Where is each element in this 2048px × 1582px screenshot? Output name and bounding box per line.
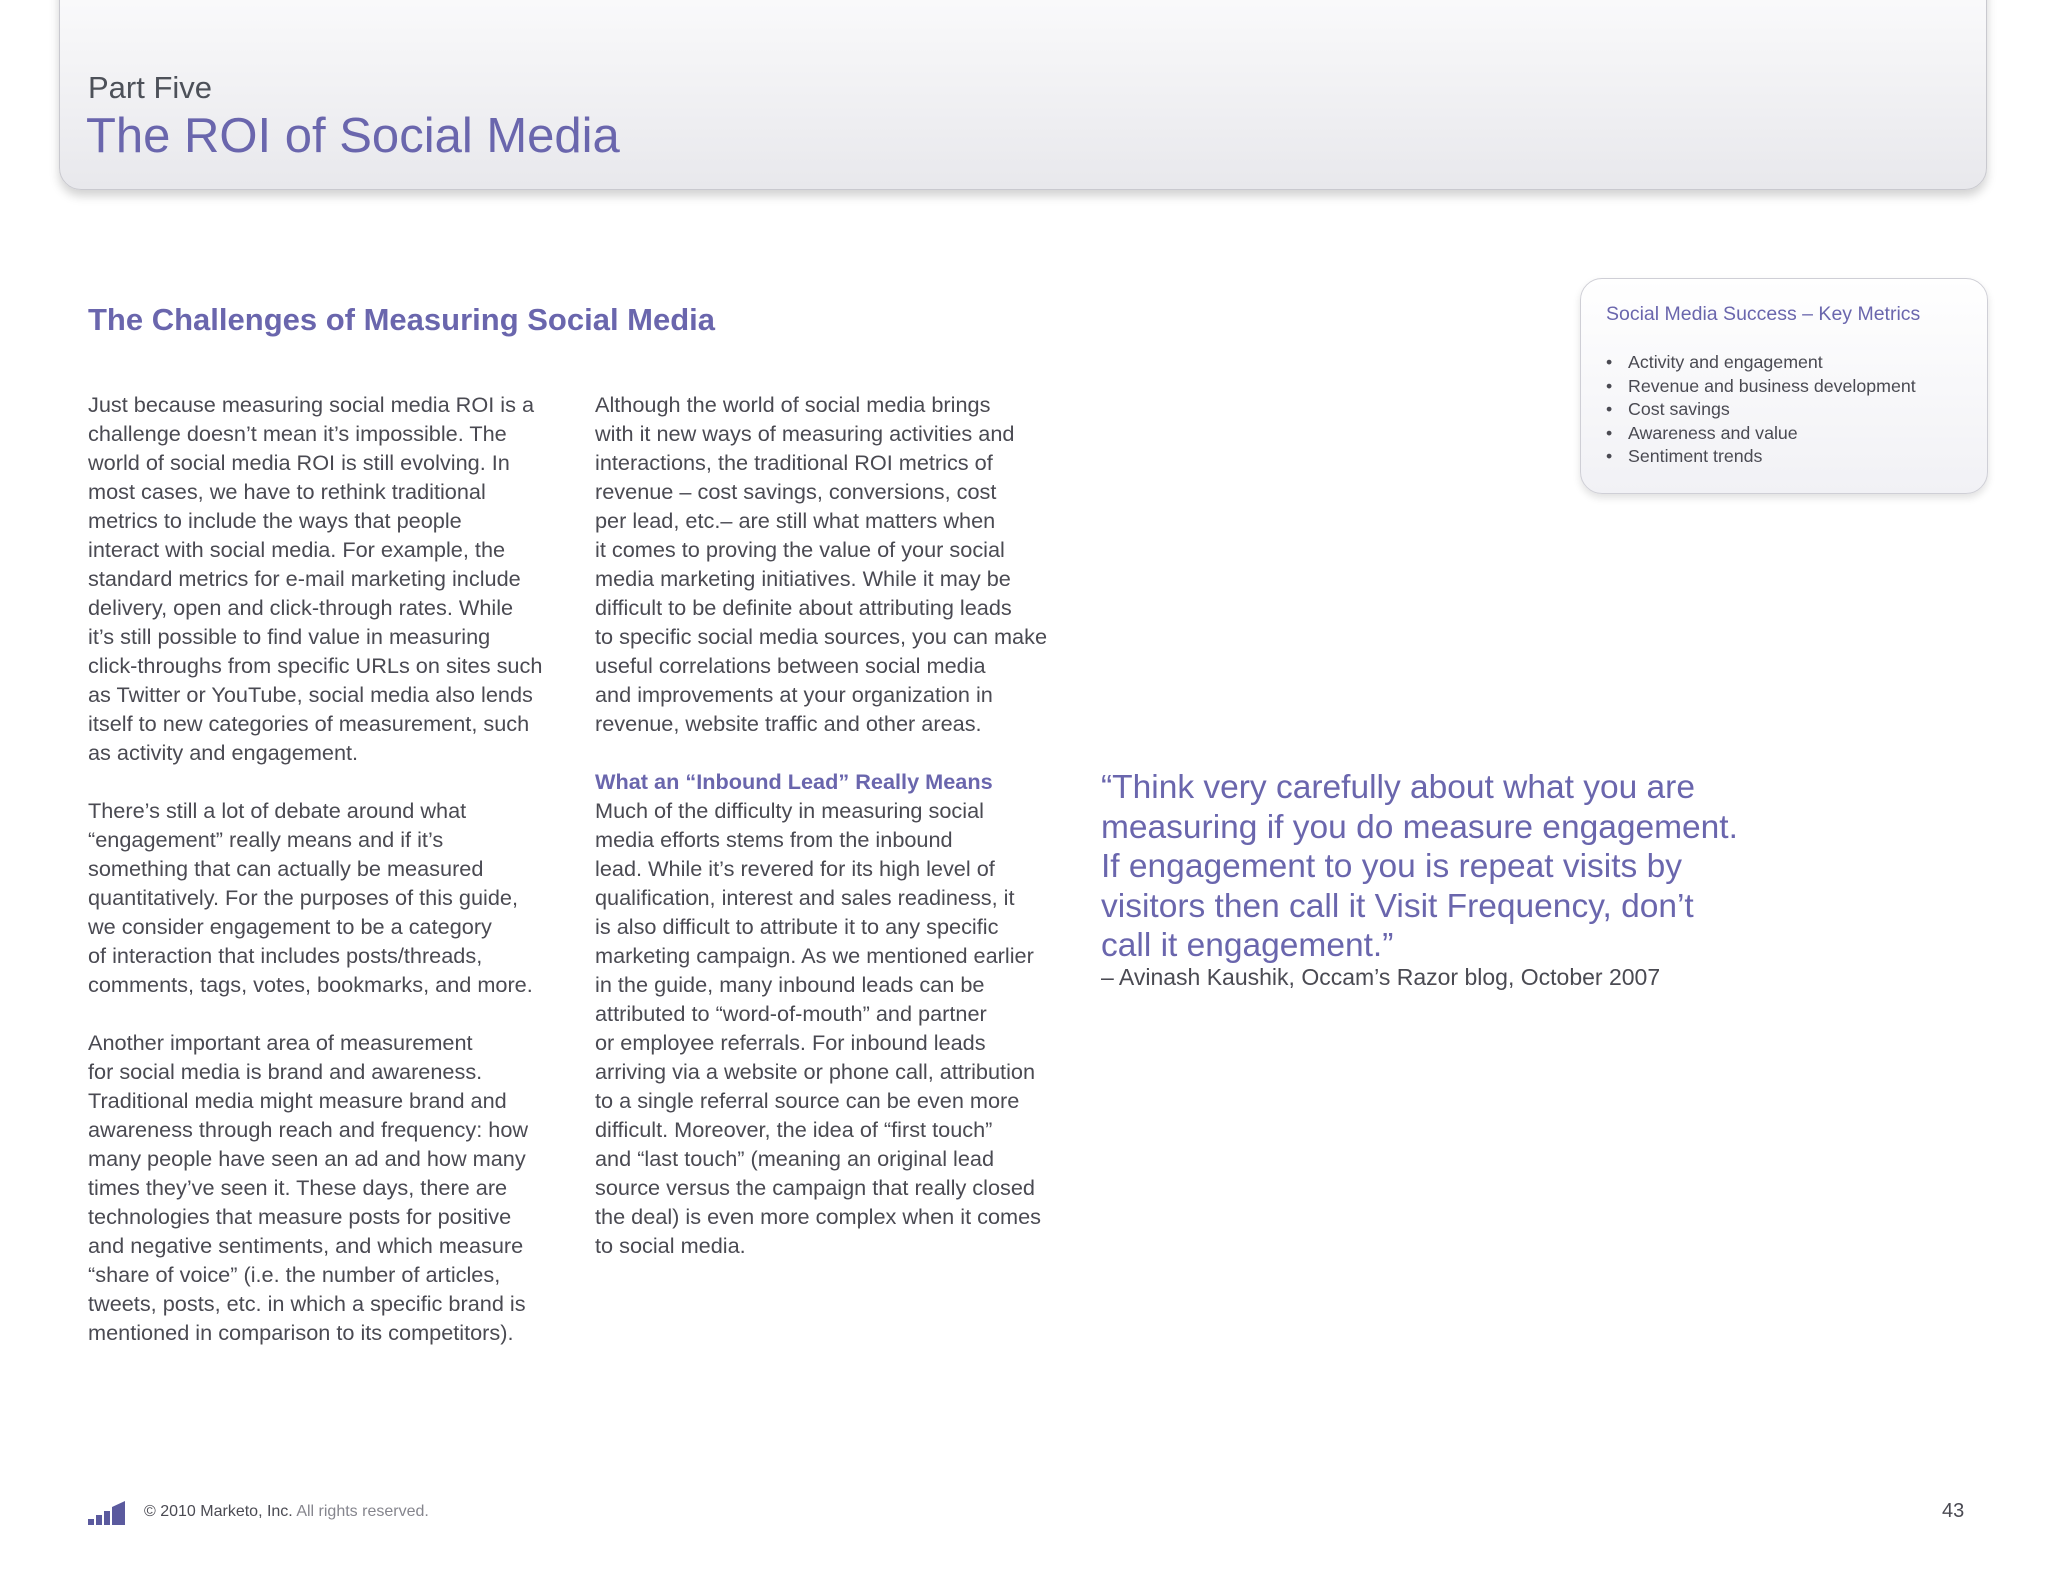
text-line: There’s still a lot of debate around what bbox=[88, 798, 467, 823]
quote-line: measuring if you do measure engagement. bbox=[1101, 808, 1738, 846]
text-line: mentioned in comparison to its competitors). bbox=[88, 1320, 514, 1345]
text-line: interactions, the traditional ROI metrics of bbox=[595, 450, 993, 475]
text-line: media efforts stems from the inbound bbox=[595, 827, 953, 852]
key-metric-item: • Cost savings bbox=[1606, 398, 1916, 422]
inbound-lead-subheading: What an “Inbound Lead” Really Means bbox=[595, 769, 993, 794]
text-line: Traditional media might measure brand and bbox=[88, 1088, 507, 1113]
quote-line: call it engagement.” bbox=[1101, 927, 1394, 964]
page-number: 43 bbox=[1942, 1500, 1965, 1522]
copyright-text: © 2010 Marketo, Inc. bbox=[144, 1503, 293, 1520]
key-metrics-list bbox=[1606, 351, 1916, 469]
text-line: Another important area of measurement bbox=[88, 1030, 473, 1055]
key-metric-item: • Activity and engagement bbox=[1606, 351, 1916, 375]
quote-line: “Think very carefully about what you are bbox=[1101, 769, 1695, 806]
text-line: lead. While it’s revered for its high level of bbox=[595, 856, 995, 881]
text-line: difficult to be definite about attributing leads bbox=[595, 595, 1012, 620]
key-metric-item: • Awareness and value bbox=[1606, 422, 1916, 446]
text-line: arriving via a website or phone call, attribution bbox=[595, 1059, 1036, 1084]
text-line: qualification, interest and sales readiness, it bbox=[595, 885, 1015, 910]
text-line: to a single referral source can be even more bbox=[595, 1088, 1020, 1113]
section-title: The Challenges of Measuring Social Media bbox=[88, 302, 716, 337]
text-line: is also difficult to attribute it to any specific bbox=[595, 914, 999, 939]
text-line: Just because measuring social media ROI is a bbox=[88, 392, 535, 417]
key-metrics-title: Social Media Success – Key Metrics bbox=[1606, 303, 1921, 325]
pull-quote bbox=[1101, 768, 1738, 966]
part-label: Part Five bbox=[88, 70, 213, 105]
text-line: many people have seen an ad and how many bbox=[88, 1146, 526, 1171]
text-line: as activity and engagement. bbox=[88, 740, 359, 765]
right-text-column bbox=[595, 390, 1047, 1260]
quote-line: If engagement to you is repeat visits by bbox=[1101, 848, 1682, 885]
text-line: “share of voice” (i.e. the number of articles, bbox=[88, 1262, 501, 1287]
text-line: quantitatively. For the purposes of this guide, bbox=[88, 885, 518, 910]
text-line: standard metrics for e-mail marketing include bbox=[88, 566, 521, 591]
text-line: interact with social media. For example, the bbox=[88, 537, 506, 562]
text-line: and “last touch” (meaning an original lead bbox=[595, 1146, 995, 1171]
part-title: The ROI of Social Media bbox=[86, 109, 620, 163]
quote-line: visitors then call it Visit Frequency, don’t bbox=[1101, 887, 1694, 925]
text-line: most cases, we have to rethink traditional bbox=[88, 479, 486, 504]
text-line: marketing campaign. As we mentioned earlier bbox=[595, 943, 1034, 968]
text-line: itself to new categories of measurement, such bbox=[88, 711, 530, 736]
quote-attribution: – Avinash Kaushik, Occam’s Razor blog, October 2007 bbox=[1101, 964, 1661, 990]
text-line: something that can actually be measured bbox=[88, 856, 484, 881]
key-metric-item: • Sentiment trends bbox=[1606, 445, 1916, 469]
text-line: useful correlations between social media bbox=[595, 653, 986, 678]
text-line: world of social media ROI is still evolving. In bbox=[88, 450, 510, 475]
text-line: and negative sentiments, and which measure bbox=[88, 1233, 524, 1258]
text-line: the deal) is even more complex when it comes bbox=[595, 1204, 1042, 1229]
text-line: delivery, open and click-through rates. While bbox=[88, 595, 514, 620]
rights-text: All rights reserved. bbox=[296, 1503, 429, 1520]
key-metric-item: • Revenue and business development bbox=[1606, 375, 1916, 399]
text-line: Much of the difficulty in measuring social bbox=[595, 798, 984, 823]
text-line: source versus the campaign that really closed bbox=[595, 1175, 1035, 1200]
left-text-column bbox=[88, 390, 542, 1347]
text-line: attributed to “word-of-mouth” and partner bbox=[595, 1001, 987, 1026]
text-line: or employee referrals. For inbound leads bbox=[595, 1030, 986, 1055]
text-line: to social media. bbox=[595, 1233, 746, 1258]
text-line: for social media is brand and awareness. bbox=[88, 1059, 483, 1084]
intro-paragraph bbox=[595, 390, 1047, 738]
copyright-notice bbox=[144, 1503, 429, 1521]
marketo-logo-icon bbox=[88, 1500, 128, 1528]
paragraph-gap bbox=[88, 999, 542, 1028]
text-line: and improvements at your organization in bbox=[595, 682, 993, 707]
text-line: Although the world of social media brings bbox=[595, 392, 991, 417]
text-line: it’s still possible to find value in measuring bbox=[88, 624, 491, 649]
text-line: technologies that measure posts for positive bbox=[88, 1204, 512, 1229]
text-line: tweets, posts, etc. in which a specific brand is bbox=[88, 1291, 526, 1316]
paragraph-gap bbox=[595, 738, 1047, 767]
text-line: per lead, etc.– are still what matters when bbox=[595, 508, 996, 533]
text-line: difficult. Moreover, the idea of “first touch” bbox=[595, 1117, 993, 1142]
text-line: with it new ways of measuring activities and bbox=[595, 421, 1015, 446]
text-line: “engagement” really means and if it’s bbox=[88, 827, 444, 852]
text-line: awareness through reach and frequency: how bbox=[88, 1117, 529, 1142]
paragraph-gap bbox=[88, 767, 542, 796]
text-line: media marketing initiatives. While it may be bbox=[595, 566, 1011, 591]
text-line: revenue – cost savings, conversions, cost bbox=[595, 479, 997, 504]
inbound-lead-paragraph bbox=[595, 796, 1047, 1260]
text-line: we consider engagement to be a category bbox=[88, 914, 492, 939]
text-line: revenue, website traffic and other areas. bbox=[595, 711, 982, 736]
text-line: comments, tags, votes, bookmarks, and more. bbox=[88, 972, 533, 997]
text-line: times they’ve seen it. These days, there are bbox=[88, 1175, 508, 1200]
text-line: metrics to include the ways that people bbox=[88, 508, 462, 533]
text-line: of interaction that includes posts/threads, bbox=[88, 943, 483, 968]
text-line: click-throughs from specific URLs on sites such bbox=[88, 653, 543, 678]
key-metrics-box bbox=[1580, 278, 1988, 494]
text-line: in the guide, many inbound leads can be bbox=[595, 972, 985, 997]
text-line: to specific social media sources, you can make bbox=[595, 624, 1048, 649]
text-line: as Twitter or YouTube, social media also lends bbox=[88, 682, 533, 707]
text-line: it comes to proving the value of your social bbox=[595, 537, 1005, 562]
text-line: challenge doesn’t mean it’s impossible. The bbox=[88, 421, 507, 446]
